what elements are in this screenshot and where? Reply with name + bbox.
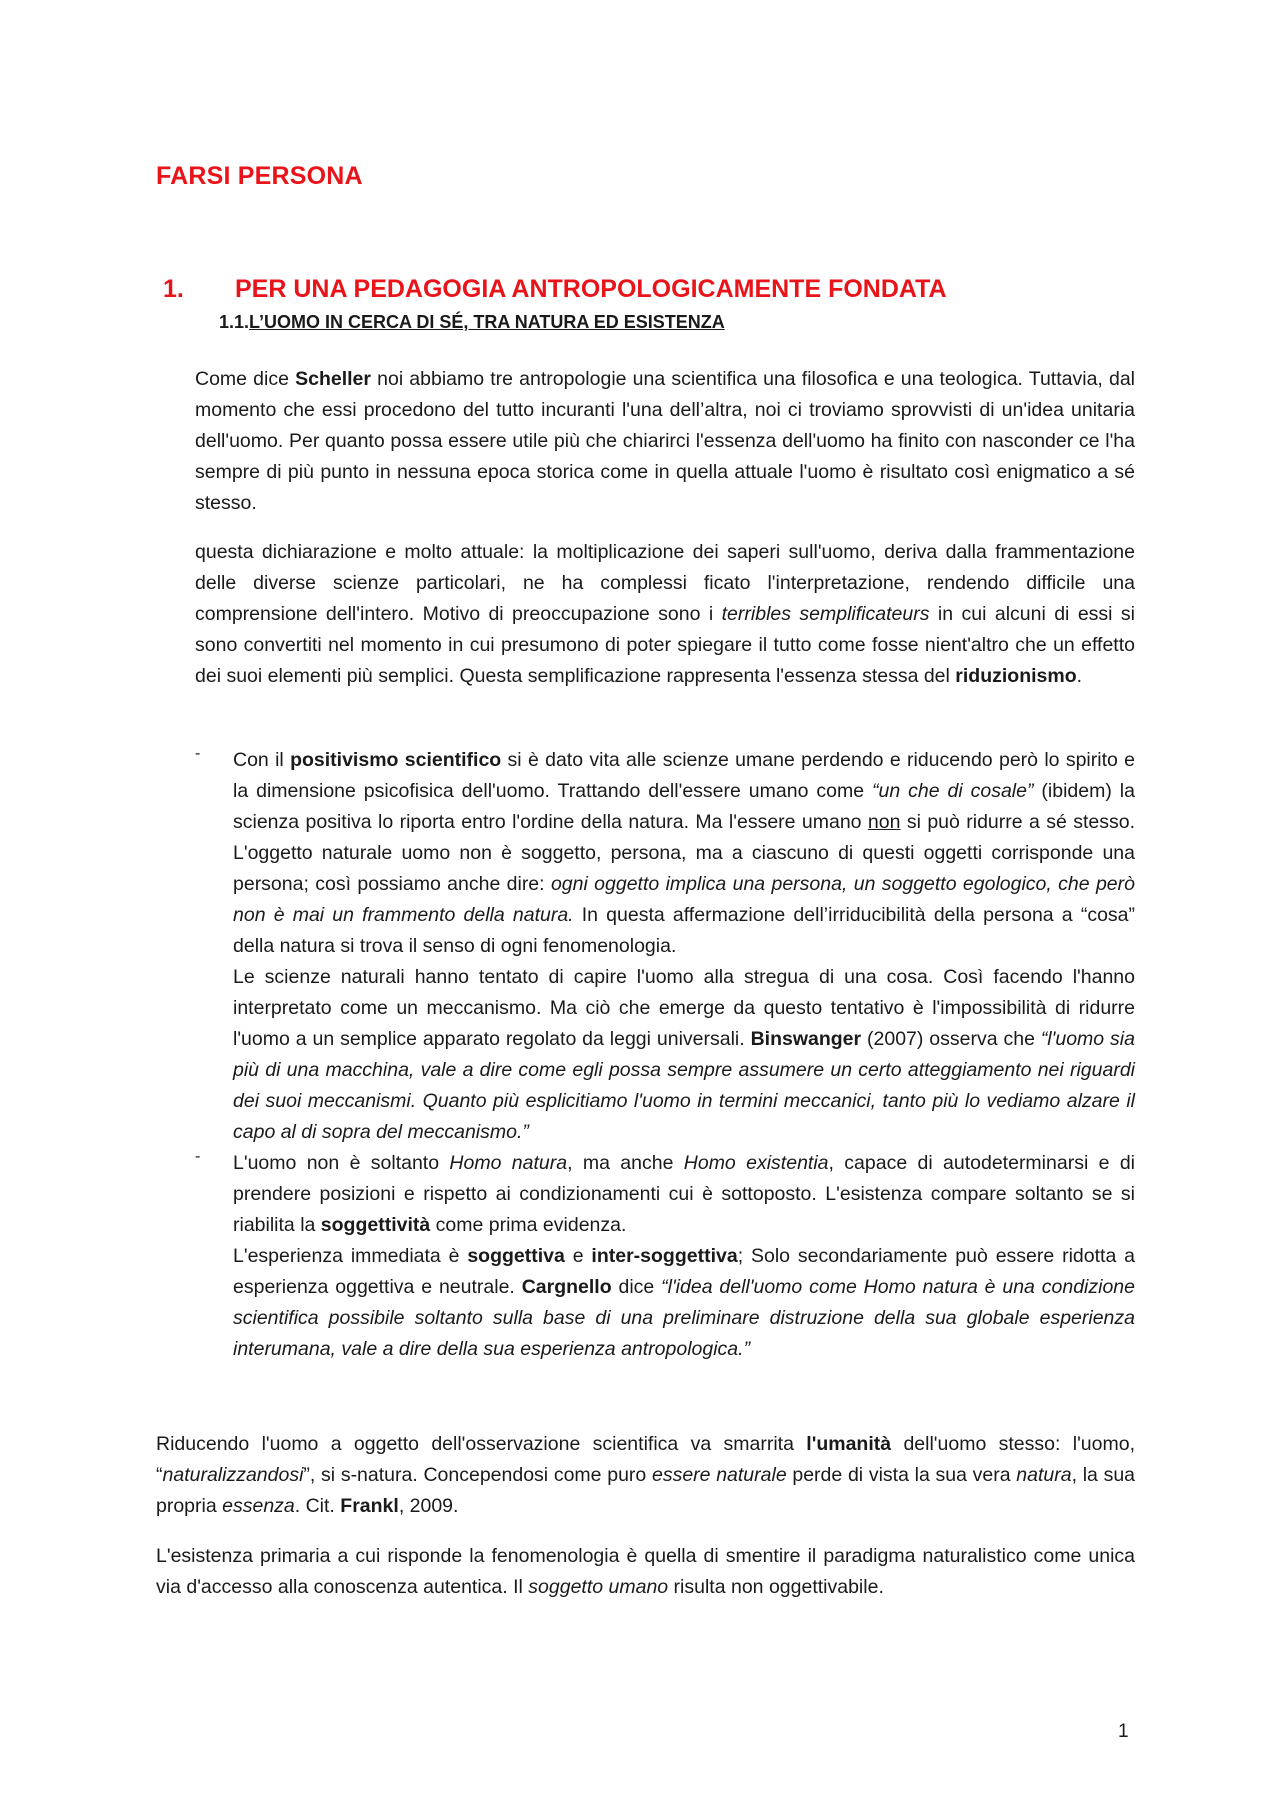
author-name: Scheller: [295, 368, 371, 390]
section-number: 1.1.: [219, 312, 250, 332]
paragraph-riduzionismo: questa dichiarazione e molto attuale: la moltiplicazione dei saperi sull'uomo, deriva dalla frammentazione delle diverse scienze particolari, ne ha complessi ficato l'interpretazione, rendendo difficile una comprensione dell'intero. Motivo di preoccupazione sono i terribles semplificateurs in cui alcuni di essi si sono convertiti nel momento in cui presumono di poter spiegare il tutto come fosse nient'altro che un effetto dei suoi elementi più semplici. Questa semplificazione rappresenta l'essenza stessa del riduzionismo.: [195, 541, 1135, 687]
chapter-heading: [163, 275, 947, 304]
chapter-number: 1.: [163, 275, 184, 303]
section-heading: [219, 312, 725, 333]
list-item-paragraph: Con il positivismo scientifico si è dato vita alle scienze umane perdendo e riducendo però lo spirito e la dimensione psicofisica dell'uomo. Trattando dell'essere umano come “un che di cosale” (ibidem) la scienza positiva lo riporta entro l'ordine della natura. Ma l'essere umano non si può ridurre a sé stesso. L'oggetto naturale uomo non è soggetto, persona, ma a ciascuno di questi oggetti corrisponde una persona; così possiamo anche dire: ogni oggetto implica una persona, un soggetto egologico, che però non è mai un frammento della natura. In questa affermazione dell’irriducibilità della persona a “cosa” della natura si trova il senso di ogni fenomenologia.: [233, 749, 1136, 957]
paragraph-fenomenologia: L'esistenza primaria a cui risponde la fenomenologia è quella di smentire il paradigma naturalistico come unica via d'accesso alla conoscenza autentica. Il soggetto umano risulta non oggettivabile.: [156, 1545, 1135, 1598]
list-item-paragraph: Le scienze naturali hanno tentato di capire l'uomo alla stregua di una cosa. Così facendo l'hanno interpretato come un meccanismo. Ma ciò che emerge da questo tentativo è l'impossibilità di ridurre l'uomo a un semplice apparato regolato da leggi universali. Binswanger (2007) osserva che “l'uomo sia più di una macchina, vale a dire come egli possa sempre assumere un certo atteggiamento nei riguardi dei suoi meccanismi. Quanto più esplicitiamo l'uomo in termini meccanici, tanto più lo vediamo alzare il capo al di sopra del meccanismo.”: [233, 966, 1135, 1143]
section-title: L’UOMO IN CERCA DI SÉ, TRA NATURA ED ESISTENZA: [249, 312, 725, 332]
list-item-paragraph: L'esperienza immediata è soggettiva e inter-soggettiva; Solo secondariamente può essere ridotta a esperienza oggettiva e neutrale. Cargnello dice “l'idea dell'uomo come Homo natura è una condizione scientifica possibile soltanto sulla base di una preliminare distruzione della sua globale esperienza interumana, vale a dire della sua esperienza antropologica.”: [233, 1245, 1135, 1360]
chapter-title: PER UNA PEDAGOGIA ANTROPOLOGICAMENTE FONDATA: [235, 275, 947, 303]
bullet-list: [195, 745, 1135, 1365]
page-number: 1: [1118, 1721, 1129, 1742]
document-title: FARSI PERSONA: [156, 162, 363, 190]
list-item-paragraph: L'uomo non è soltanto Homo natura, ma anche Homo existentia, capace di autodeterminarsi e di prendere posizioni e rispetto ai condizionamenti cui è sottoposto. L'esistenza compare soltanto se si riabilita la soggettività come prima evidenza.: [233, 1152, 1135, 1236]
list-item: [195, 1148, 1135, 1365]
dash-bullet: -: [195, 745, 201, 762]
dash-bullet: -: [195, 1148, 201, 1165]
list-item: [195, 745, 1135, 1148]
paragraph-scheller: Come dice Scheller noi abbiamo tre antropologie una scientifica una filosofica e una teologica. Tuttavia, dal momento che essi procedono del tutto incuranti l'una dell’altra, noi ci troviamo sprovvisti di un'idea unitaria dell'uomo. Per quanto possa essere utile più che chiarirci l'essenza dell'uomo ha finito con nasconder ce l'ha sempre di più punto in nessuna epoca storica come in quella attuale l'uomo è risultato così enigmatico a sé stesso.: [195, 368, 1136, 514]
paragraph-frankl: Riducendo l'uomo a oggetto dell'osservazione scientifica va smarrita l'umanità dell'uomo stesso: l'uomo, “naturalizzandosi”, si s-natura. Concependosi come puro essere naturale perde di vista la sua vera natura, la sua propria essenza. Cit. Frankl, 2009.: [156, 1433, 1136, 1517]
